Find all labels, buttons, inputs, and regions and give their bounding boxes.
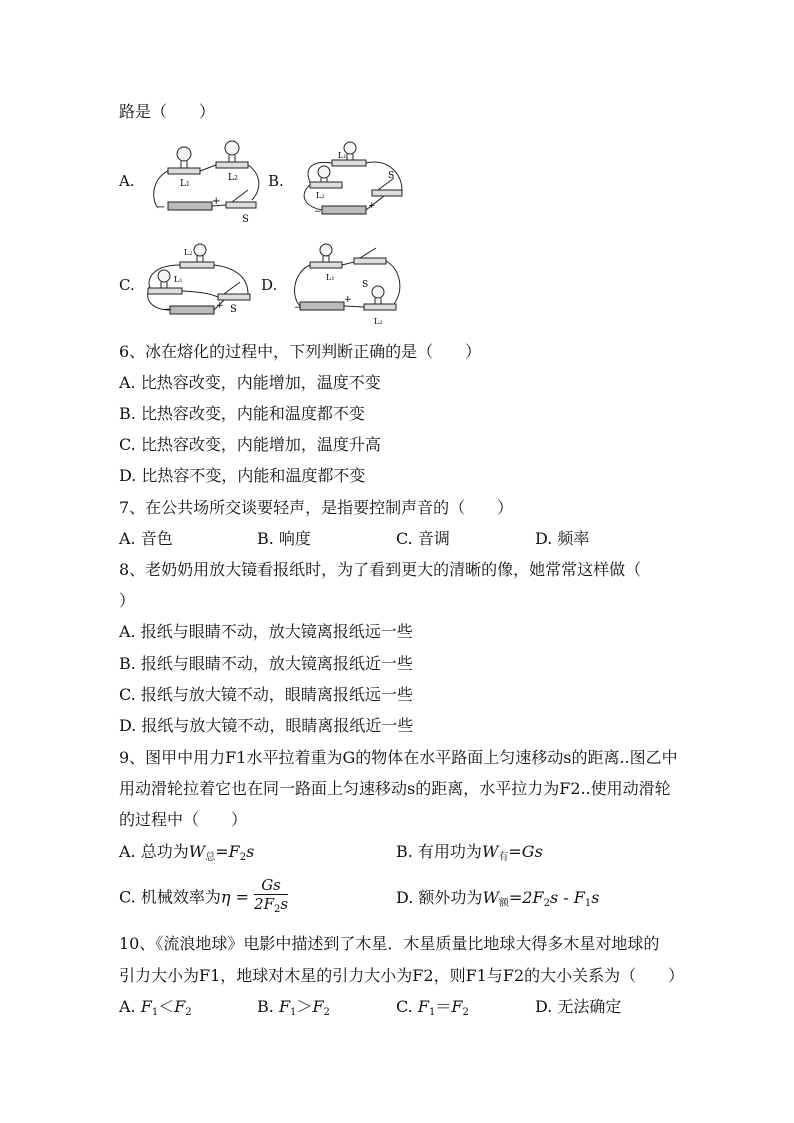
q5-option-b-label: B. (268, 172, 284, 190)
q6-stem: 6、冰在熔化的过程中，下列判断正确的是（ ） (119, 342, 482, 361)
label-minus-b: − (314, 207, 322, 217)
label-plus-d: + (344, 295, 352, 305)
q9-stem-line3: 的过程中（ ） (119, 810, 248, 829)
q7-option-b: B. 响度 (257, 529, 311, 548)
q8-stem-line1: 8、老奶奶用放大镜看报纸时，为了看到更大的清晰的像，她常常这样做（ (119, 560, 642, 579)
q9-stem-line1: 9、图甲中用力F1水平拉着重为G的物体在水平路面上匀速移动s的距离..图乙中 (119, 748, 678, 767)
label-l1-c: L1 (174, 275, 183, 284)
label-s: S (242, 214, 249, 225)
label-l2-c: L2 (184, 248, 193, 257)
label-l1-d: L1 (326, 273, 335, 282)
q5-option-c-label: C. (119, 276, 135, 294)
q7-option-d: D. 频率 (535, 529, 590, 548)
label-l1: L1 (180, 179, 190, 189)
q6-option-b: B. 比热容改变，内能和温度都不变 (119, 404, 365, 423)
label-minus-d: − (294, 303, 302, 313)
circuit-diagram-b (292, 138, 410, 224)
label-minus: − (157, 202, 166, 213)
q10-option-b: B. $F_1>F_2$ (257, 997, 330, 1018)
q6-option-a: A. 比热容改变，内能增加，温度不变 (119, 373, 381, 392)
q10-stem-line2: 引力大小为F1，地球对木星的引力大小为F2，则F1与F2的大小关系为（ ） (119, 966, 685, 985)
q6-option-d: D. 比热容不变，内能和温度都不变 (119, 466, 366, 485)
q10-option-c: C. $F_1=F_2$ (396, 997, 469, 1018)
q9-option-a: A. 总功为$W_总=F_2s$ (119, 842, 255, 863)
q8-option-b: B. 报纸与眼睛不动，放大镜离报纸近一些 (119, 654, 413, 673)
q7-stem: 7、在公共场所交谈要轻声，是指要控制声音的（ ） (119, 498, 514, 517)
q5-option-d-label: D. (261, 276, 278, 294)
label-l2: L2 (228, 173, 238, 183)
q7-option-c: C. 音调 (396, 529, 450, 548)
circuit-diagram-c (144, 240, 262, 326)
label-plus: + (212, 196, 221, 207)
label-l1-b: L1 (338, 151, 347, 160)
q9-option-b: B. 有用功为$W_有=Gs$ (396, 842, 543, 863)
label-s-b: S (388, 171, 395, 181)
label-l2-b: L2 (316, 191, 325, 200)
q5-stem-tail: 路是（ ） (119, 102, 216, 121)
q8-option-d: D. 报纸与放大镜不动，眼睛离报纸近一些 (119, 716, 414, 735)
label-plus-b: + (368, 201, 376, 211)
q9-option-c: C. 机械效率为η = $\frac{Gs}{2F_2s}$ (119, 876, 288, 919)
q8-option-c: C. 报纸与放大镜不动，眼睛离报纸远一些 (119, 685, 413, 704)
q8-stem-line2: ） (119, 591, 136, 610)
q10-option-d: D. 无法确定 (535, 997, 622, 1016)
label-minus-c: − (164, 305, 172, 315)
label-s-c: S (230, 304, 237, 315)
q5-option-a-label: A. (119, 172, 135, 190)
q9-stem-line2: 用动滑轮拉着它也在同一路面上匀速移动s的距离，水平拉力为F2..使用动滑轮 (119, 779, 671, 798)
circuit-diagram-d (286, 240, 408, 330)
circuit-diagram-a (148, 138, 266, 228)
label-s-d: S (362, 280, 369, 290)
q8-option-a: A. 报纸与眼睛不动，放大镜离报纸远一些 (119, 622, 413, 641)
q6-option-c: C. 比热容改变，内能增加，温度升高 (119, 435, 381, 454)
label-plus-c: + (216, 301, 224, 311)
q9-option-d: D. 额外功为$W_额=2F_2s - F_1s$ (396, 888, 600, 909)
efficiency-fraction: $\frac{Gs}{2F_2s}$ (254, 876, 289, 915)
q7-option-a: A. 音色 (119, 529, 173, 548)
label-l2-d: L2 (374, 317, 383, 326)
q10-stem-line1: 10、《流浪地球》电影中描述到了木星．木星质量比地球大得多木星对地球的 (119, 934, 660, 953)
q10-option-a: A. $F_1<F_2$ (119, 997, 192, 1018)
